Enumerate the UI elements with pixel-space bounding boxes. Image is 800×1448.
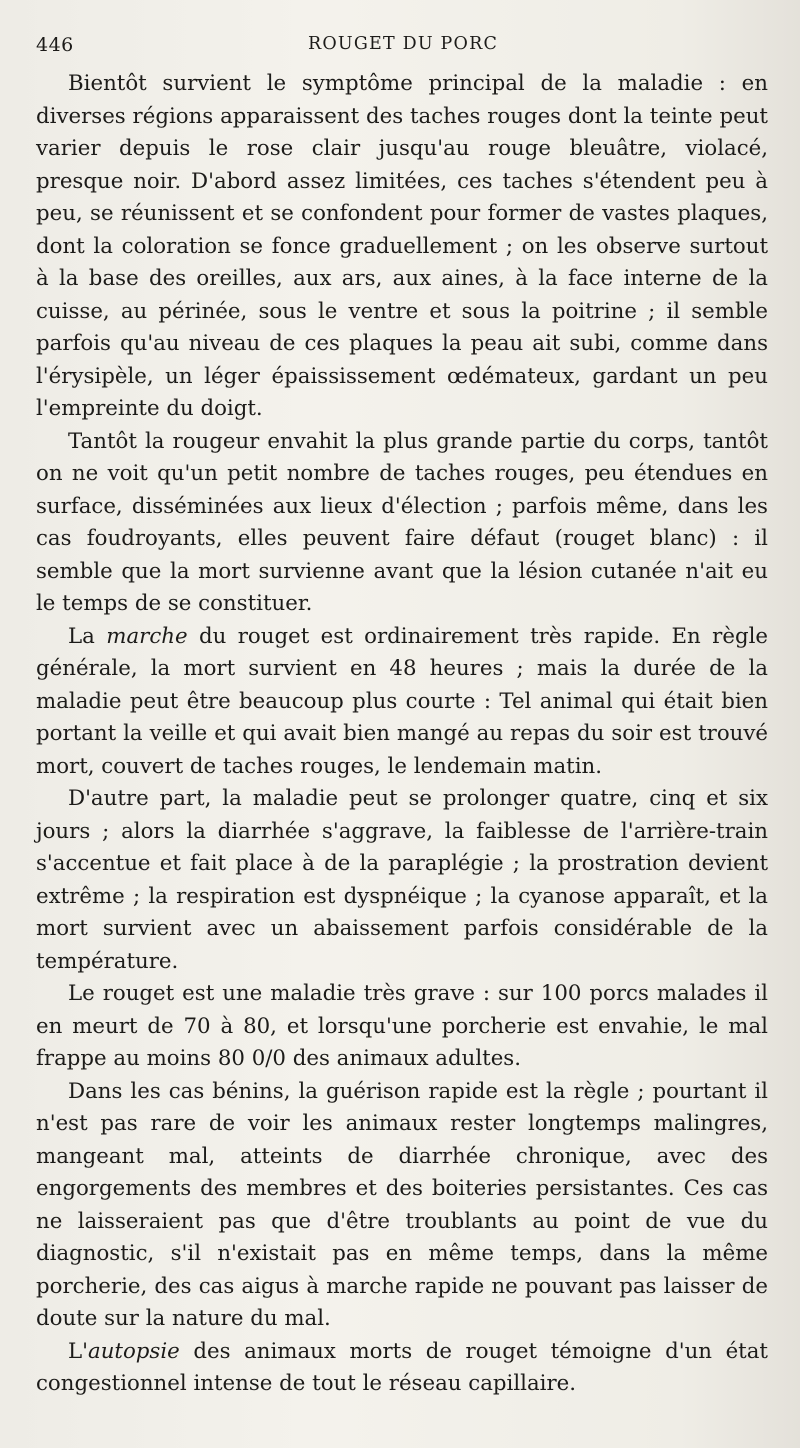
paragraph-symptomes: Bientôt survient le symptôme principal de la maladie : en diverses régions apparaissent des taches rouges dont la teinte peut varier depuis le rose clair jusqu'au rouge bleuâtre, violacé, presque noir. D'abord assez limitées, ces taches s'étendent peu à peu, se réunissent et se confondent pour former de vastes plaques, dont la coloration se fonce graduellement ; on les observe surtout à la base des oreilles, aux ars, aux aines, à la face interne de la cuisse, au périnée, sous le ventre et sous la poitrine ; il semble parfois qu'au niveau de ces plaques la peau ait subi, comme dans l'érysipèle, un léger épaississement œdémateux, gardant un peu l'empreinte du doigt. bbox=[36, 71, 768, 421]
page-number: 446 bbox=[36, 34, 74, 56]
paragraph-marche-body: du rouget est ordinairement très rapide. En règle générale, la mort survient en 48 heures ; mais la durée de la maladie peut être beaucoup plus courte : Tel animal qui était bien portant la veille et qui avait bien mangé au repas du soir est trouvé mort, couvert de taches rouges, le lendemain matin. bbox=[36, 623, 768, 779]
page-header bbox=[36, 34, 770, 60]
term-marche: marche bbox=[106, 623, 188, 649]
paragraph-marche bbox=[36, 621, 768, 784]
paragraph-marche-lead: La bbox=[68, 623, 107, 649]
term-autopsie: autopsie bbox=[88, 1338, 180, 1364]
running-head: ROUGET DU PORC bbox=[307, 34, 499, 54]
body-text bbox=[36, 68, 768, 1401]
paragraph-gravite: Le rouget est une maladie très grave : sur 100 porcs malades il en meurt de 70 à 80, et lorsqu'une porcherie est envahie, le mal frappe au moins 80 0/0 des animaux adultes. bbox=[36, 981, 768, 1071]
paragraph-cas-benins: Dans les cas bénins, la guérison rapide est la règle ; pourtant il n'est pas rare de voir les animaux rester longtemps malingres, mangeant mal, atteints de diarrhée chronique, avec des engorgements des membres et des boiteries persistantes. Ces cas ne laisseraient pas que d'être troublants au point de vue du diagnostic, s'il n'existait pas en même temps, dans la même porcherie, des cas aigus à marche rapide ne pouvant pas laisser de doute sur la nature du mal. bbox=[36, 1078, 768, 1331]
paragraph-autopsie bbox=[36, 1336, 768, 1401]
paragraph-rougeur: Tantôt la rougeur envahit la plus grande partie du corps, tantôt on ne voit qu'un petit nombre de taches rouges, peu étendues en surface, disséminées aux lieux d'élection ; parfois même, dans les cas foudroyants, elles peuvent faire défaut (rouget blanc) : il semble que la mort survienne avant que la lésion cutanée n'ait eu le temps de se constituer. bbox=[36, 428, 768, 616]
paragraph-autopsie-body: des animaux morts de rouget témoigne d'un état congestionnel intense de tout le réseau capillaire. bbox=[36, 1338, 768, 1396]
paragraph-prolongation: D'autre part, la maladie peut se prolonger quatre, cinq et six jours ; alors la diarrhée s'aggrave, la faiblesse de l'arrière-train s'accentue et fait place à de la paraplégie ; la prostration devient extrême ; la respiration est dyspnéique ; la cyanose apparaît, et la mort survient avec un abaissement parfois considérable de la température. bbox=[36, 786, 768, 974]
paragraph-autopsie-lead: L' bbox=[68, 1338, 88, 1364]
